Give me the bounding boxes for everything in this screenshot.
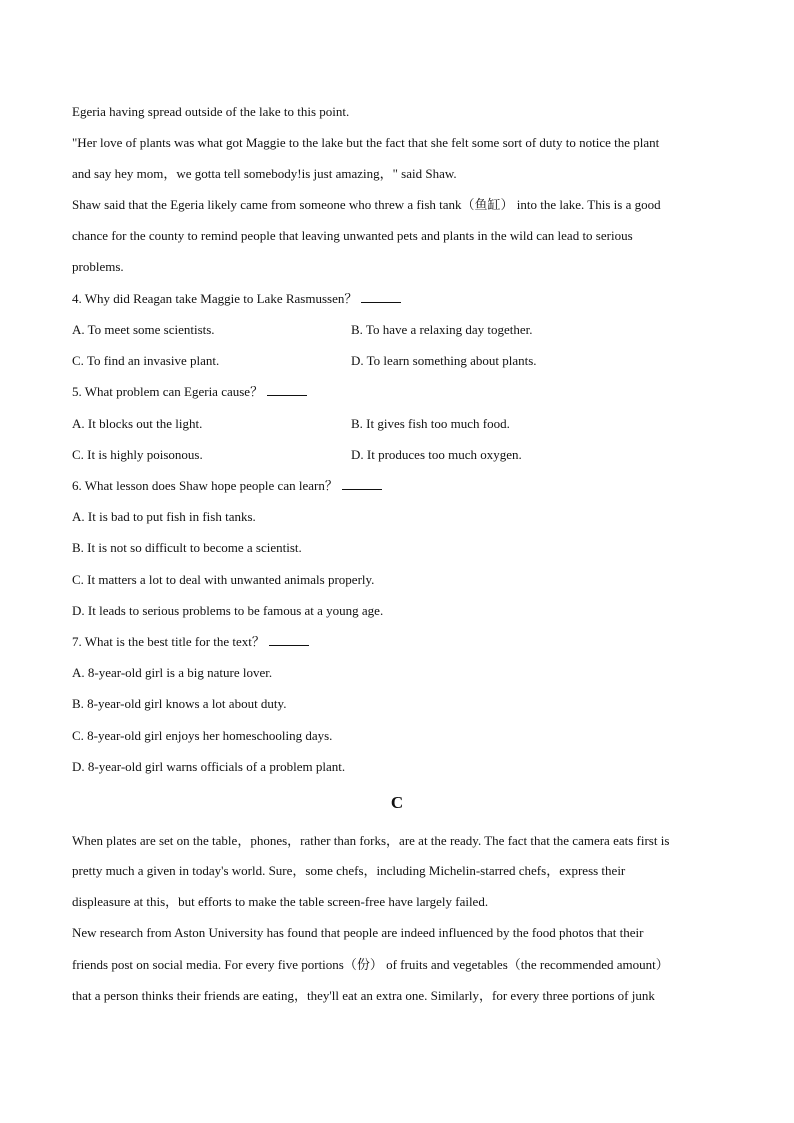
section-c-paragraph-2-line-2: friends post on social media. For every five portions（份） of fruits and vegetables（the recommended amount） (72, 957, 669, 972)
section-c-paragraph-1-line-1: When plates are set on the table，phones，rather than forks，are at the ready. The fact that the camera eats first is (72, 833, 670, 848)
passage-b-paragraph-2-line-2: and say hey mom，we gotta tell somebody!is just amazing，" said Shaw. (72, 166, 457, 181)
question-6-option-b: B. It is not so difficult to become a scientist. (72, 540, 302, 555)
question-4-option-d: D. To learn something about plants. (351, 353, 537, 368)
answer-blank (342, 478, 382, 490)
passage-b-paragraph-3-line-3: problems. (72, 259, 124, 274)
section-c-paragraph-2-line-1: New research from Aston University has found that people are indeed influenced by the food photos that their (72, 925, 644, 940)
passage-b-paragraph-3-line-1: Shaw said that the Egeria likely came from someone who threw a fish tank（鱼缸） into the lake. This is a good (72, 197, 661, 212)
question-4-option-c: C. To find an invasive plant. (72, 353, 220, 368)
question-7-option-c: C. 8-year-old girl enjoys her homeschooling days. (72, 728, 333, 743)
answer-blank (267, 384, 307, 396)
section-c-heading: C (390, 793, 404, 812)
section-c-paragraph-1-line-3: displeasure at this，but efforts to make the table screen-free have largely failed. (72, 894, 489, 909)
question-6-option-c: C. It matters a lot to deal with unwanted animals properly. (72, 572, 375, 587)
question-5-stem (72, 384, 307, 400)
question-4-option-b: B. To have a relaxing day together. (351, 322, 533, 337)
question-7-option-b: B. 8-year-old girl knows a lot about duty. (72, 696, 287, 711)
question-5-option-d: D. It produces too much oxygen. (351, 447, 522, 462)
question-4-option-a: A. To meet some scientists. (72, 322, 215, 337)
question-4-stem (72, 291, 401, 307)
passage-b-paragraph-1: Egeria having spread outside of the lake to this point. (72, 104, 350, 119)
question-7-stem (72, 634, 309, 650)
question-5-option-a: A. It blocks out the light. (72, 416, 203, 431)
question-text: 7. What is the best title for the text？ (72, 634, 265, 649)
question-6-option-d: D. It leads to serious problems to be famous at a young age. (72, 603, 384, 618)
question-text: 5. What problem can Egeria cause？ (72, 384, 264, 399)
passage-b-paragraph-3-line-2: chance for the county to remind people that leaving unwanted pets and plants in the wild can lead to serious (72, 228, 633, 243)
answer-blank (269, 634, 309, 646)
question-7-option-a: A. 8-year-old girl is a big nature lover. (72, 665, 273, 680)
section-c-paragraph-1-line-2: pretty much a given in today's world. Sure，some chefs，including Michelin-starred chefs，express their (72, 863, 626, 878)
question-5-option-b: B. It gives fish too much food. (351, 416, 510, 431)
question-6-stem (72, 478, 382, 494)
question-7-option-d: D. 8-year-old girl warns officials of a problem plant. (72, 759, 346, 774)
passage-b-paragraph-2-line-1: "Her love of plants was what got Maggie to the lake but the fact that she felt some sort of duty to notice the plant (72, 135, 660, 150)
question-text: 6. What lesson does Shaw hope people can learn？ (72, 478, 338, 493)
section-c-paragraph-2-line-3: that a person thinks their friends are eating，they'll eat an extra one. Similarly，for every three portions of junk (72, 988, 655, 1003)
answer-blank (361, 291, 401, 303)
question-5-option-c: C. It is highly poisonous. (72, 447, 203, 462)
question-6-option-a: A. It is bad to put fish in fish tanks. (72, 509, 256, 524)
question-text: 4. Why did Reagan take Maggie to Lake Rasmussen？ (72, 291, 358, 306)
